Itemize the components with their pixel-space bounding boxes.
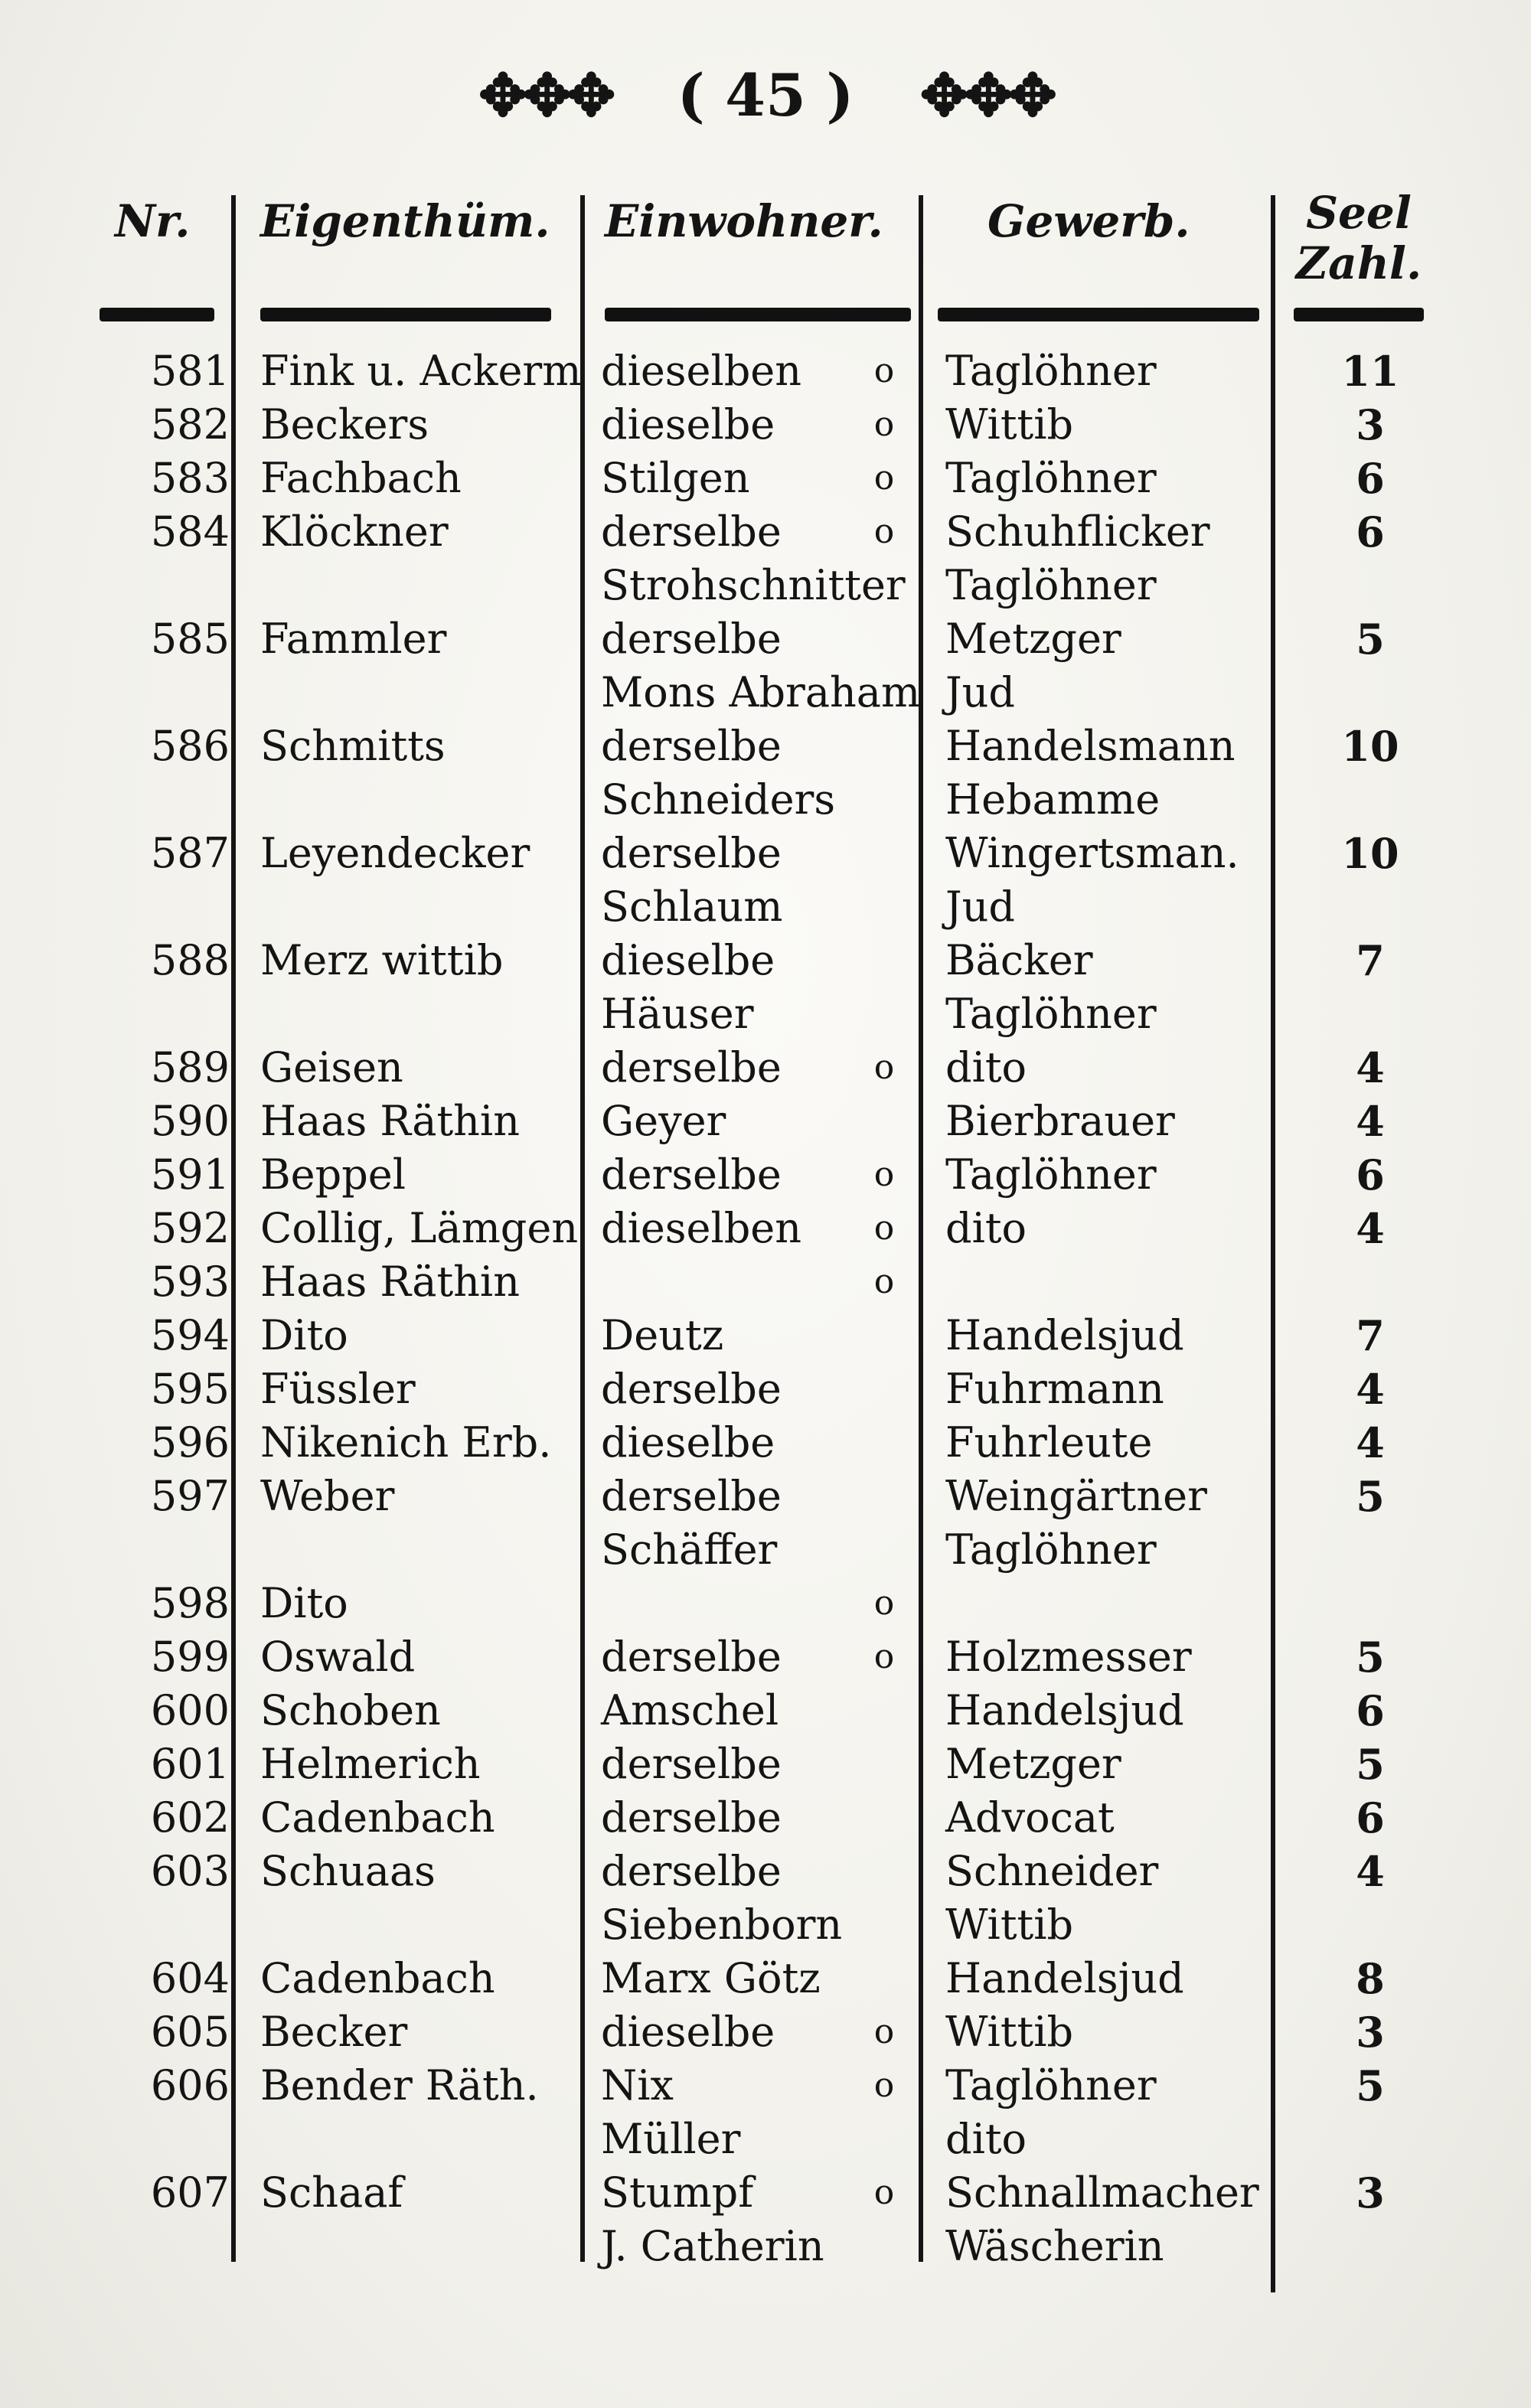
cell-eigenthum: Nikenich Erb. xyxy=(260,1418,552,1467)
cell-nr: 585 xyxy=(150,615,230,663)
cell-seelzahl: 10 xyxy=(1341,829,1399,878)
cell-gewerb: Jud xyxy=(945,668,1015,716)
cell-eigenthum: Haas Räthin xyxy=(260,1258,520,1306)
cell-gewerb: Wittib xyxy=(945,2008,1074,2056)
cell-mark: o xyxy=(873,2012,895,2051)
cell-einwohner: Siebenborn xyxy=(601,1901,843,1949)
cell-nr: 581 xyxy=(150,347,230,395)
cell-nr: 600 xyxy=(150,1686,230,1734)
cell-nr: 602 xyxy=(150,1793,230,1842)
cell-mark: o xyxy=(873,1584,895,1623)
cell-mark: o xyxy=(873,351,895,390)
cell-einwohner: dieselbe xyxy=(601,936,775,984)
cell-seelzahl: 7 xyxy=(1356,936,1385,985)
cell-gewerb: Handelsmann xyxy=(945,722,1236,770)
cell-einwohner: dieselben xyxy=(601,1204,802,1252)
cell-nr: 595 xyxy=(150,1365,230,1413)
cell-seelzahl: 8 xyxy=(1356,1954,1385,2003)
cell-nr: 599 xyxy=(150,1633,230,1681)
table-row xyxy=(0,934,1531,987)
cell-seelzahl: 6 xyxy=(1356,507,1385,556)
cell-seelzahl: 5 xyxy=(1356,1472,1385,1521)
cell-eigenthum: Beckers xyxy=(260,400,429,449)
cell-nr: 597 xyxy=(150,1472,230,1520)
table-row xyxy=(0,719,1531,773)
cell-gewerb: Metzger xyxy=(945,615,1121,663)
table-row xyxy=(0,1952,1531,2005)
cell-nr: 589 xyxy=(150,1043,230,1091)
cell-gewerb: Metzger xyxy=(945,1740,1121,1788)
cell-einwohner: dieselben xyxy=(601,347,802,395)
table-row xyxy=(0,987,1531,1041)
cell-eigenthum: Leyendecker xyxy=(260,829,530,877)
cell-gewerb: Wittib xyxy=(945,1901,1074,1949)
table-row xyxy=(0,344,1531,398)
cell-nr: 591 xyxy=(150,1150,230,1199)
cell-eigenthum: Haas Räthin xyxy=(260,1097,520,1145)
cell-seelzahl: 4 xyxy=(1356,1204,1385,1253)
table-row xyxy=(0,1737,1531,1791)
cell-einwohner: derselbe xyxy=(601,1740,782,1788)
cell-seelzahl: 3 xyxy=(1356,2008,1385,2057)
cell-nr: 605 xyxy=(150,2008,230,2056)
cell-gewerb: Schnallmacher xyxy=(945,2168,1259,2217)
cell-seelzahl: 4 xyxy=(1356,1418,1385,1467)
table-row xyxy=(0,1309,1531,1362)
cell-eigenthum: Fammler xyxy=(260,615,447,663)
cell-eigenthum: Weber xyxy=(260,1472,395,1520)
cell-eigenthum: Füssler xyxy=(260,1365,416,1413)
table-row xyxy=(0,827,1531,880)
cell-mark: o xyxy=(873,1155,895,1194)
cell-gewerb: Hebamme xyxy=(945,775,1160,824)
cell-nr: 604 xyxy=(150,1954,230,2002)
cell-einwohner: Amschel xyxy=(601,1686,779,1734)
cell-eigenthum: Schuaas xyxy=(260,1847,436,1895)
cell-einwohner: Nix xyxy=(601,2061,674,2109)
cell-einwohner: derselbe xyxy=(601,1150,782,1199)
cell-gewerb: Schuhflicker xyxy=(945,507,1210,556)
cell-seelzahl: 5 xyxy=(1356,2061,1385,2110)
cell-gewerb: Handelsjud xyxy=(945,1686,1184,1734)
cell-einwohner: derselbe xyxy=(601,615,782,663)
table-row xyxy=(0,2220,1531,2273)
cell-einwohner: Deutz xyxy=(601,1311,724,1359)
cell-seelzahl: 3 xyxy=(1356,2168,1385,2217)
cell-einwohner: derselbe xyxy=(601,722,782,770)
cell-nr: 598 xyxy=(150,1579,230,1627)
cell-gewerb: Fuhrleute xyxy=(945,1418,1153,1467)
cell-seelzahl: 4 xyxy=(1356,1043,1385,1092)
cell-eigenthum: Schaaf xyxy=(260,2168,403,2217)
cell-gewerb: dito xyxy=(945,2115,1027,2163)
cell-eigenthum: Klöckner xyxy=(260,507,449,556)
table-row xyxy=(0,1148,1531,1202)
cell-eigenthum: Beppel xyxy=(260,1150,406,1199)
page-header xyxy=(0,61,1531,129)
cell-mark: o xyxy=(873,1262,895,1301)
cell-nr: 583 xyxy=(150,454,230,502)
cell-nr: 590 xyxy=(150,1097,230,1145)
cell-seelzahl: 6 xyxy=(1356,1150,1385,1199)
cell-einwohner: Müller xyxy=(601,2115,741,2163)
cell-nr: 601 xyxy=(150,1740,230,1788)
table-row xyxy=(0,1095,1531,1148)
cell-einwohner: derselbe xyxy=(601,507,782,556)
cell-einwohner: derselbe xyxy=(601,1365,782,1413)
cell-nr: 584 xyxy=(150,507,230,556)
cell-eigenthum: Merz wittib xyxy=(260,936,504,984)
column-header-einwohner: Einwohner. xyxy=(605,195,883,247)
column-header-nr: Nr. xyxy=(115,195,191,247)
table-row xyxy=(0,398,1531,452)
cell-einwohner: dieselbe xyxy=(601,1418,775,1467)
header-rule-eigenthum xyxy=(260,308,551,321)
table-row xyxy=(0,1523,1531,1577)
cell-gewerb: Advocat xyxy=(945,1793,1115,1842)
cell-nr: 607 xyxy=(150,2168,230,2217)
column-header-gewerb: Gewerb. xyxy=(987,195,1190,247)
cell-einwohner: Stumpf xyxy=(601,2168,754,2217)
header-rule-einwohner xyxy=(605,308,911,321)
cell-einwohner: Stilgen xyxy=(601,454,750,502)
cell-gewerb: Taglöhner xyxy=(945,347,1157,395)
cell-mark: o xyxy=(873,458,895,498)
cell-mark: o xyxy=(873,405,895,444)
cell-seelzahl: 5 xyxy=(1356,615,1385,664)
cell-einwohner: Häuser xyxy=(601,990,754,1038)
cell-nr: 582 xyxy=(150,400,230,449)
cell-gewerb: Handelsjud xyxy=(945,1954,1184,2002)
cell-seelzahl: 4 xyxy=(1356,1365,1385,1414)
cell-seelzahl: 7 xyxy=(1356,1311,1385,1360)
cell-einwohner: Marx Götz xyxy=(601,1954,821,2002)
cell-mark: o xyxy=(873,1048,895,1087)
cell-gewerb: Fuhrmann xyxy=(945,1365,1164,1413)
cell-einwohner: Schlaum xyxy=(601,883,783,931)
column-header-seel-line1: Seel xyxy=(1306,187,1412,239)
cell-seelzahl: 5 xyxy=(1356,1633,1385,1682)
cell-einwohner: Strohschnitter xyxy=(601,561,906,609)
table-row xyxy=(0,505,1531,559)
cell-nr: 586 xyxy=(150,722,230,770)
table-row xyxy=(0,1791,1531,1845)
cell-gewerb: Wittib xyxy=(945,400,1074,449)
cell-gewerb: Schneider xyxy=(945,1847,1159,1895)
cell-gewerb: Taglöhner xyxy=(945,2061,1157,2109)
table-row xyxy=(0,452,1531,505)
cell-einwohner: dieselbe xyxy=(601,2008,775,2056)
column-header-seelzahl xyxy=(1294,188,1424,289)
cell-nr: 587 xyxy=(150,829,230,877)
table-row xyxy=(0,1255,1531,1309)
cell-gewerb: Bierbrauer xyxy=(945,1097,1175,1145)
cell-einwohner: derselbe xyxy=(601,829,782,877)
cell-seelzahl: 5 xyxy=(1356,1740,1385,1789)
table-row xyxy=(0,1470,1531,1523)
table-row xyxy=(0,1684,1531,1737)
cell-gewerb: Holzmesser xyxy=(945,1633,1192,1681)
cell-gewerb: Jud xyxy=(945,883,1015,931)
cell-seelzahl: 6 xyxy=(1356,454,1385,503)
table-row xyxy=(0,773,1531,827)
ornament-left: ✥✥✥ xyxy=(478,61,612,129)
cell-einwohner: Geyer xyxy=(601,1097,726,1145)
table-row xyxy=(0,1416,1531,1470)
cell-seelzahl: 10 xyxy=(1341,722,1399,771)
cell-nr: 594 xyxy=(150,1311,230,1359)
header-rule-nr xyxy=(100,308,214,321)
cell-seelzahl: 3 xyxy=(1356,400,1385,449)
header-rule-seel xyxy=(1294,308,1424,321)
cell-eigenthum: Fachbach xyxy=(260,454,462,502)
table-row xyxy=(0,2059,1531,2113)
cell-seelzahl: 6 xyxy=(1356,1793,1385,1842)
column-header-eigenthum: Eigenthüm. xyxy=(260,195,550,247)
header-rule-gewerb xyxy=(938,308,1259,321)
cell-einwohner: derselbe xyxy=(601,1847,782,1895)
table-row xyxy=(0,612,1531,666)
cell-einwohner: derselbe xyxy=(601,1043,782,1091)
cell-eigenthum: Dito xyxy=(260,1311,348,1359)
table-row xyxy=(0,1362,1531,1416)
cell-eigenthum: Helmerich xyxy=(260,1740,481,1788)
cell-gewerb: Weingärtner xyxy=(945,1472,1207,1520)
cell-eigenthum: Fink u. Ackerm xyxy=(260,347,582,395)
table-row xyxy=(0,1630,1531,1684)
cell-mark: o xyxy=(873,2173,895,2212)
cell-seelzahl: 4 xyxy=(1356,1847,1385,1896)
cell-gewerb: Bäcker xyxy=(945,936,1093,984)
cell-einwohner: Schäffer xyxy=(601,1525,778,1574)
cell-eigenthum: Schmitts xyxy=(260,722,446,770)
table-row xyxy=(0,2166,1531,2220)
cell-eigenthum: Oswald xyxy=(260,1633,416,1681)
table-row xyxy=(0,2113,1531,2166)
cell-eigenthum: Geisen xyxy=(260,1043,403,1091)
cell-einwohner: J. Catherin xyxy=(601,2222,824,2270)
cell-gewerb: dito xyxy=(945,1204,1027,1252)
cell-nr: 596 xyxy=(150,1418,230,1467)
cell-nr: 592 xyxy=(150,1204,230,1252)
table-row xyxy=(0,2005,1531,2059)
table-row xyxy=(0,1041,1531,1095)
cell-gewerb: Taglöhner xyxy=(945,990,1157,1038)
cell-nr: 593 xyxy=(150,1258,230,1306)
table-row xyxy=(0,1202,1531,1255)
table-row xyxy=(0,880,1531,934)
cell-mark: o xyxy=(873,512,895,551)
page-number: ( 45 ) xyxy=(677,61,854,129)
cell-eigenthum: Collig, Lämgen xyxy=(260,1204,579,1252)
cell-gewerb: Wingertsman. xyxy=(945,829,1239,877)
cell-eigenthum: Schoben xyxy=(260,1686,441,1734)
table-row xyxy=(0,666,1531,719)
cell-gewerb: Wäscherin xyxy=(945,2222,1164,2270)
cell-seelzahl: 6 xyxy=(1356,1686,1385,1735)
cell-einwohner: Mons Abraham xyxy=(601,668,921,716)
cell-nr: 603 xyxy=(150,1847,230,1895)
cell-nr: 606 xyxy=(150,2061,230,2109)
cell-eigenthum: Cadenbach xyxy=(260,1793,495,1842)
cell-mark: o xyxy=(873,1637,895,1676)
cell-eigenthum: Bender Räth. xyxy=(260,2061,539,2109)
cell-gewerb: Taglöhner xyxy=(945,1150,1157,1199)
cell-einwohner: derselbe xyxy=(601,1472,782,1520)
cell-mark: o xyxy=(873,1209,895,1248)
cell-mark: o xyxy=(873,2066,895,2105)
cell-gewerb: Taglöhner xyxy=(945,454,1157,502)
cell-eigenthum: Becker xyxy=(260,2008,408,2056)
cell-nr: 588 xyxy=(150,936,230,984)
cell-seelzahl: 4 xyxy=(1356,1097,1385,1146)
cell-eigenthum: Dito xyxy=(260,1579,348,1627)
cell-einwohner: Schneiders xyxy=(601,775,836,824)
cell-gewerb: Taglöhner xyxy=(945,1525,1157,1574)
table-row xyxy=(0,1845,1531,1898)
cell-gewerb: Taglöhner xyxy=(945,561,1157,609)
ornament-right: ✥✥✥ xyxy=(919,61,1053,129)
cell-einwohner: derselbe xyxy=(601,1633,782,1681)
table-row xyxy=(0,1577,1531,1630)
table-row xyxy=(0,1898,1531,1952)
cell-seelzahl: 11 xyxy=(1341,347,1399,396)
cell-gewerb: dito xyxy=(945,1043,1027,1091)
cell-einwohner: derselbe xyxy=(601,1793,782,1842)
cell-eigenthum: Cadenbach xyxy=(260,1954,495,2002)
column-header-seel-line2: Zahl. xyxy=(1295,237,1422,289)
cell-gewerb: Handelsjud xyxy=(945,1311,1184,1359)
cell-einwohner: dieselbe xyxy=(601,400,775,449)
table-row xyxy=(0,559,1531,612)
